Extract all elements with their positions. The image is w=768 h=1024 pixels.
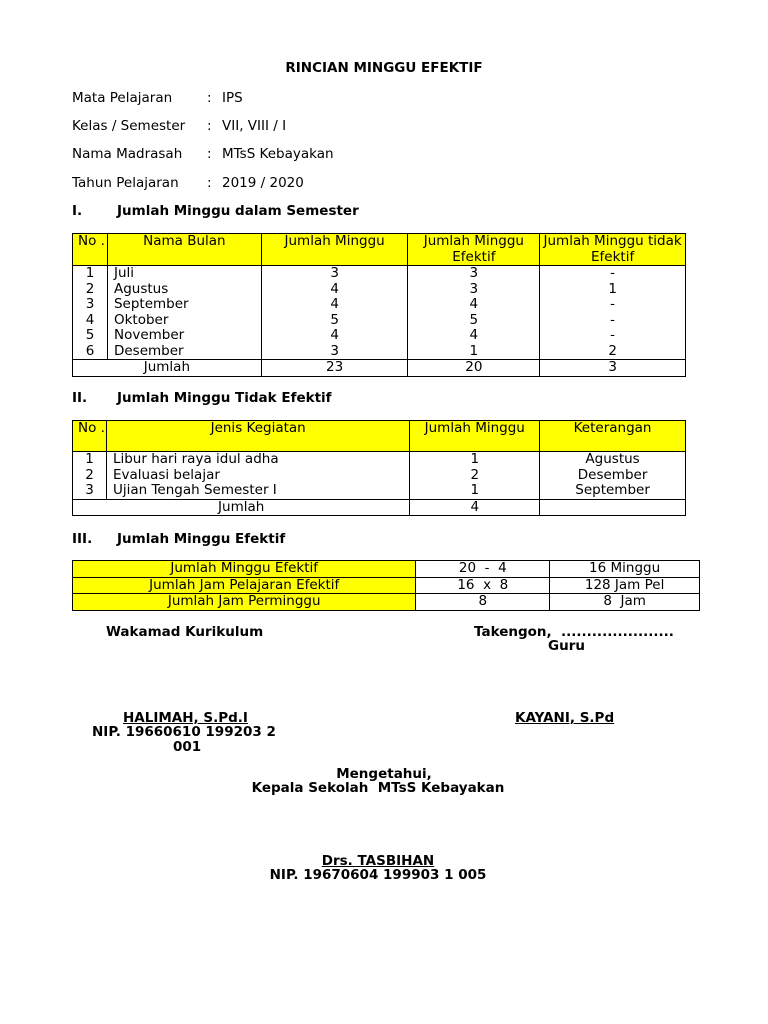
- cell-jumlah: 4: [330, 296, 339, 312]
- kegiatan-column: [106, 452, 409, 500]
- no-column: [73, 452, 107, 500]
- summary-result: 16 Minggu: [550, 561, 700, 578]
- header-jenis-kegiatan: Jenis Kegiatan: [106, 421, 409, 452]
- kepala-sekolah-role: Kepala Sekolah MTsS Kebayakan: [251, 780, 505, 796]
- total-efektif: 20: [408, 360, 540, 377]
- cell-keterangan: Agustus: [585, 451, 640, 467]
- info-key: Tahun Pelajaran: [72, 175, 179, 191]
- document-title: RINCIAN MINGGU EFEKTIF: [285, 60, 483, 76]
- table-total-row: [73, 360, 686, 377]
- cell-jumlah: 3: [330, 342, 339, 359]
- cell-jumlah: 4: [330, 327, 339, 343]
- cell-tidak-efektif: -: [610, 311, 616, 328]
- cell-no: 3: [85, 482, 94, 498]
- header-no: No .: [73, 421, 107, 452]
- info-colon: :: [207, 146, 212, 162]
- cell-kegiatan: Evaluasi belajar: [112, 466, 220, 483]
- total-tidak-efektif: 3: [540, 360, 686, 377]
- total-keterangan: [540, 499, 686, 516]
- wakamad-nip-continued: 001: [173, 739, 202, 755]
- cell-no: 2: [85, 280, 95, 297]
- summary-label: Jumlah Jam Perminggu: [73, 594, 416, 611]
- cell-jumlah: 2: [470, 466, 480, 483]
- cell-efektif: 1: [469, 342, 479, 359]
- non-effective-weeks-table: [72, 420, 686, 516]
- header-minggu-tidak-efektif: Jumlah Minggu tidak Efektif: [540, 234, 686, 266]
- info-colon: :: [207, 118, 212, 134]
- info-value: MTsS Kebayakan: [222, 146, 334, 162]
- info-key: Nama Madrasah: [72, 146, 183, 162]
- no-column: [73, 266, 108, 360]
- cell-efektif: 3: [469, 280, 479, 297]
- header-nama-bulan: Nama Bulan: [107, 234, 261, 266]
- cell-kegiatan: Ujian Tengah Semester I: [112, 482, 277, 498]
- table-body: [73, 266, 686, 360]
- cell-no: 4: [85, 311, 95, 328]
- header-minggu-efektif: Jumlah Minggu Efektif: [408, 234, 540, 266]
- info-colon: :: [207, 90, 212, 106]
- cell-tidak-efektif: -: [610, 296, 616, 312]
- kepala-sekolah-nip: NIP. 19670604 199903 1 005: [269, 867, 487, 883]
- cell-efektif: 3: [469, 265, 479, 281]
- effective-weeks-summary-table: [72, 560, 700, 611]
- summary-row: [73, 561, 700, 578]
- cell-jumlah: 5: [330, 311, 339, 328]
- header-jumlah-minggu: Jumlah Minggu: [261, 234, 408, 266]
- cell-efektif: 4: [469, 327, 479, 343]
- kepala-sekolah-name: Drs. TASBIHAN: [321, 853, 435, 869]
- total-label: Jumlah: [73, 499, 410, 516]
- wakamad-name: HALIMAH, S.Pd.I: [123, 710, 248, 726]
- section-3-heading: [72, 531, 285, 547]
- cell-bulan: September: [113, 296, 189, 312]
- cell-kegiatan: Libur hari raya idul adha: [112, 451, 279, 467]
- place-date: Takengon, ......................: [474, 624, 674, 640]
- cell-bulan: Oktober: [113, 311, 169, 328]
- info-key: Kelas / Semester: [72, 118, 186, 134]
- cell-bulan: Juli: [113, 265, 135, 281]
- cell-tidak-efektif: 1: [608, 280, 617, 297]
- info-value: 2019 / 2020: [222, 175, 304, 191]
- info-colon: :: [207, 175, 212, 191]
- summary-label: Jumlah Minggu Efektif: [73, 561, 416, 578]
- section-title: Jumlah Minggu Tidak Efektif: [117, 390, 332, 406]
- cell-keterangan: Desember: [577, 466, 648, 483]
- table-header-row: [73, 421, 686, 452]
- summary-calc: 8: [416, 594, 550, 611]
- summary-result: 8 Jam: [550, 594, 700, 611]
- section-number: I.: [72, 203, 83, 219]
- jumlah-column: [261, 266, 408, 360]
- cell-jumlah: 3: [330, 265, 339, 281]
- section-number: II.: [72, 390, 88, 406]
- cell-no: 3: [85, 296, 95, 312]
- summary-row: [73, 577, 700, 594]
- guru-role: Guru: [548, 638, 585, 654]
- efektif-column: [408, 266, 540, 360]
- keterangan-column: [540, 452, 686, 500]
- cell-efektif: 4: [469, 296, 479, 312]
- cell-jumlah: 1: [470, 451, 480, 467]
- bulan-column: [107, 266, 261, 360]
- section-number: III.: [72, 531, 93, 547]
- cell-keterangan: September: [575, 482, 650, 498]
- header-jumlah-minggu: Jumlah Minggu: [410, 421, 540, 452]
- cell-bulan: November: [113, 327, 185, 343]
- cell-no: 6: [85, 342, 95, 359]
- section-1-heading: [72, 203, 359, 219]
- info-value: IPS: [222, 90, 243, 106]
- cell-no: 1: [85, 451, 94, 467]
- info-key: Mata Pelajaran: [72, 90, 173, 106]
- cell-no: 1: [85, 265, 95, 281]
- total-label: Jumlah: [73, 360, 262, 377]
- cell-tidak-efektif: -: [610, 265, 616, 281]
- guru-name: KAYANI, S.Pd: [515, 710, 615, 726]
- acknowledge-label: Mengetahui,: [336, 766, 432, 782]
- summary-row: [73, 594, 700, 611]
- section-title: Jumlah Minggu dalam Semester: [117, 203, 359, 219]
- total-jumlah: 23: [261, 360, 408, 377]
- wakamad-nip: NIP. 19660610 199203 2: [92, 724, 276, 740]
- table-header-row: [73, 234, 686, 266]
- summary-result: 128 Jam Pel: [550, 577, 700, 594]
- cell-efektif: 5: [469, 311, 479, 328]
- cell-jumlah: 1: [470, 482, 480, 498]
- header-keterangan: Keterangan: [540, 421, 686, 452]
- weeks-per-month-table: [72, 233, 686, 377]
- table-total-row: [73, 499, 686, 516]
- summary-label: Jumlah Jam Pelajaran Efektif: [73, 577, 416, 594]
- cell-tidak-efektif: 2: [608, 342, 617, 359]
- cell-no: 2: [85, 466, 94, 483]
- summary-calc: 16 x 8: [416, 577, 550, 594]
- header-no: No .: [73, 234, 108, 266]
- cell-tidak-efektif: -: [610, 327, 616, 343]
- tidak-efektif-column: [540, 266, 686, 360]
- jumlah-column: [410, 452, 540, 500]
- section-2-heading: [72, 390, 332, 406]
- table-body: [73, 452, 686, 500]
- info-value: VII, VIII / I: [222, 118, 287, 134]
- wakamad-role: Wakamad Kurikulum: [106, 624, 264, 640]
- cell-bulan: Agustus: [113, 280, 169, 297]
- cell-jumlah: 4: [330, 280, 339, 297]
- cell-bulan: Desember: [113, 342, 184, 359]
- section-title: Jumlah Minggu Efektif: [117, 531, 286, 547]
- total-jumlah: 4: [410, 499, 540, 516]
- summary-calc: 20 - 4: [416, 561, 550, 578]
- cell-no: 5: [85, 327, 95, 343]
